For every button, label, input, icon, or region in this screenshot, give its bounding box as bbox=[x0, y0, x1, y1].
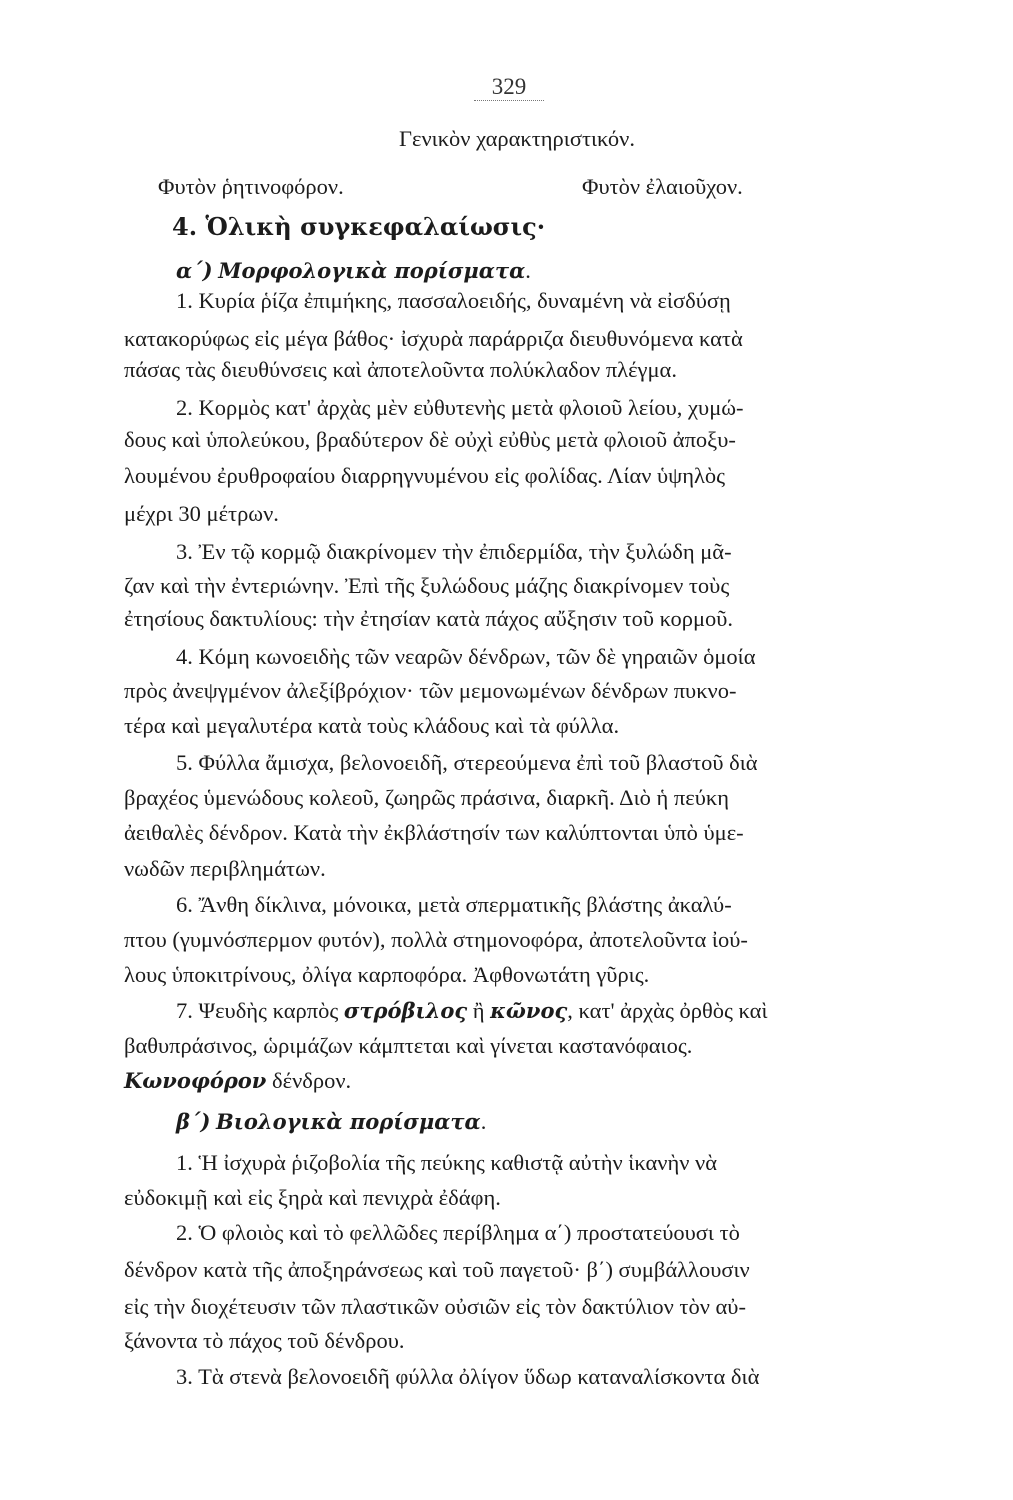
text-line: δένδρον κατὰ τῆς ἀποξηράνσεως καὶ τοῦ παγετοῦ· β΄) συμβάλλουσιν bbox=[124, 1257, 750, 1282]
text-line: βραχέος ὑμενώδους κολεοῦ, ζωηρῶς πράσινα, διαρκῆ. Διὸ ἡ πεύκη bbox=[124, 785, 729, 810]
text-line: μέχρι 30 μέτρων. bbox=[124, 501, 279, 526]
text-line: 6. Ἄνθη δίκλινα, μόνοικα, μετὰ σπερματικῆς βλάστης ἀκαλύ- bbox=[176, 892, 732, 917]
text-line: εὐδοκιμῇ καὶ εἰς ξηρὰ καὶ πενιχρὰ ἐδάφη. bbox=[124, 1185, 501, 1210]
morph-title-end: . bbox=[525, 258, 531, 283]
classification-left: Φυτὸν ῥητινοφόρον. bbox=[158, 174, 344, 199]
bio-title-end: . bbox=[480, 1109, 487, 1134]
text-line: 3. Τὰ στενὰ βελονοειδῆ φύλλα ὀλίγον ὕδωρ καταναλίσκοντα διὰ bbox=[176, 1364, 760, 1389]
section-number: 4. bbox=[172, 212, 198, 241]
text-line: 5. Φύλλα ἄμισχα, βελονοειδῆ, στερεούμενα ἐπὶ τοῦ βλαστοῦ διὰ bbox=[176, 750, 758, 775]
text-line: ξάνοντα τὸ πάχος τοῦ δένδρου. bbox=[124, 1328, 405, 1353]
section-title: Ὁλικὴ συγκεφαλαίωσις bbox=[205, 212, 537, 241]
general-title: Γενικὸν χαρακτηριστικόν. bbox=[399, 126, 635, 151]
morph-label: α΄) bbox=[176, 258, 213, 283]
text-line: εἰς τὴν διοχέτευσιν τῶν πλαστικῶν οὐσιῶν εἰς τὸν δακτύλιον τὸν αὐ- bbox=[124, 1294, 746, 1319]
item7-e: , κατ' ἀρχὰς ὀρθὸς καὶ bbox=[567, 998, 768, 1023]
text-line: ἐτησίους δακτυλίους: τὴν ἐτησίαν κατὰ πάχος αὔξησιν τοῦ κορμοῦ. bbox=[124, 606, 734, 631]
text-line: πτου (γυμνόσπερμον φυτόν), πολλὰ στημονοφόρα, ἀποτελοῦντα ἰού- bbox=[124, 927, 748, 952]
text-line: ἀειθαλὲς δένδρον. Κατὰ τὴν ἐκβλάστησίν των καλύπτονται ὑπὸ ὑμε- bbox=[124, 820, 744, 845]
text-line: λουμένου ἐρυθροφαίου διαρρηγνυμένου εἰς φολίδας. Λίαν ὑψηλὸς bbox=[124, 463, 726, 488]
text-line: βαθυπράσινος, ὡριμάζων κάμπτεται καὶ γίνεται καστανόφαιος. bbox=[124, 1033, 693, 1058]
bio-title: Βιολογικὰ πορίσματα bbox=[216, 1109, 481, 1134]
morph-title: Μορφολογικὰ πορίσματα bbox=[218, 258, 526, 283]
classification-right: Φυτὸν ἐλαιοῦχον. bbox=[582, 174, 743, 199]
item7-c: ἢ bbox=[472, 998, 485, 1023]
text-line: 1. Κυρία ῥίζα ἐπιμήκης, πασσαλοειδής, δυναμένη νὰ εἰσδύσῃ bbox=[176, 288, 731, 313]
page-number: 329 bbox=[491, 74, 527, 99]
text-line: κατακορύφως εἰς μέγα βάθος· ἰσχυρὰ παράρριζα διευθυνόμενα κατὰ bbox=[124, 326, 743, 351]
text-line: 1. Ἡ ἰσχυρὰ ῥιζοβολία τῆς πεύκης καθιστᾷ αὐτὴν ἱκανὴν νὰ bbox=[176, 1150, 717, 1175]
conifer-rest: δένδρον. bbox=[272, 1068, 352, 1093]
text-line: 2. Κορμὸς κατ' ἀρχὰς μὲν εὐθυτενὴς μετὰ φλοιοῦ λείου, χυμώ- bbox=[176, 395, 744, 420]
text-line: λους ὑποκιτρίνους, ὀλίγα καρποφόρα. Ἀφθονωτάτη γῦρις. bbox=[124, 962, 650, 987]
text-line: πρὸς ἀνεψγμένον ἀλεξίβρόχιον· τῶν μεμονωμένων δένδρων πυκνο- bbox=[124, 678, 737, 703]
text-line-item7 bbox=[124, 996, 910, 1026]
text-line-conifer bbox=[124, 1066, 910, 1096]
bio-label: β΄) bbox=[176, 1109, 211, 1134]
text-line: πάσας τὰς διευθύνσεις καὶ ἀποτελοῦντα πολύκλαδον πλέγμα. bbox=[124, 357, 677, 382]
conifer-term: Κωνοφόρον bbox=[124, 1068, 267, 1093]
text-line: τέρα καὶ μεγαλυτέρα κατὰ τοὺς κλάδους καὶ τὰ φύλλα. bbox=[124, 713, 620, 738]
text-line: δους καὶ ὑπολεύκου, βραδύτερον δὲ οὐχὶ εὐθὺς μετὰ φλοιοῦ ἀποξυ- bbox=[124, 427, 736, 452]
text-line: 4. Κόμη κωνοειδὴς τῶν νεαρῶν δένδρων, τῶν δὲ γηραιῶν ὁμοία bbox=[176, 644, 756, 669]
item7-a: 7. Ψευδὴς καρπὸς bbox=[176, 998, 339, 1023]
item7-konos: κῶνος bbox=[490, 998, 568, 1023]
text-line: νωδῶν περιβλημάτων. bbox=[124, 856, 326, 881]
text-line: 3. Ἐν τῷ κορμῷ διακρίνομεν τὴν ἐπιδερμίδα, τὴν ξυλώδη μᾶ- bbox=[176, 539, 732, 564]
item7-strobilos: στρόβιλος bbox=[343, 998, 468, 1023]
text-line: 2. Ὁ φλοιὸς καὶ τὸ φελλῶδες περίβλημα α΄) προστατεύουσι τὸ bbox=[176, 1220, 740, 1245]
page-number-rule bbox=[474, 100, 544, 101]
text-line: ζαν καὶ τὴν ἐντεριώνην. Ἐπὶ τῆς ξυλώδους μάζης διακρίνομεν τοὺς bbox=[124, 573, 730, 598]
section-title-end: · bbox=[536, 212, 546, 241]
